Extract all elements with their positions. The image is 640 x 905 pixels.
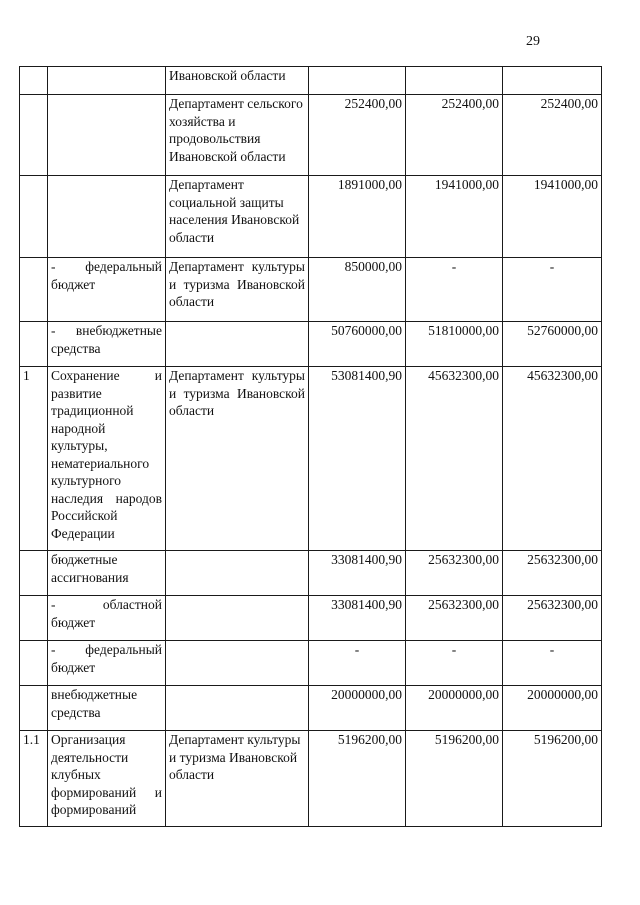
amount-2020: - (406, 258, 503, 322)
item-name (48, 176, 166, 258)
amount-2021: - (503, 258, 602, 322)
item-name (48, 95, 166, 176)
amount-2020: 45632300,00 (406, 367, 503, 551)
amount-2020: 252400,00 (406, 95, 503, 176)
table-row (20, 596, 602, 641)
table-row (20, 367, 602, 551)
amount-2020: 1941000,00 (406, 176, 503, 258)
item-name: Организация деятельности клубных формирований и формирований (48, 731, 166, 827)
item-name: - федеральный бюджет (48, 258, 166, 322)
executor (166, 322, 309, 367)
amount-2019: 252400,00 (309, 95, 406, 176)
amount-2020: 25632300,00 (406, 551, 503, 596)
amount-2019 (309, 67, 406, 95)
executor: Департамент сельского хозяйства и продовольствия Ивановской области (166, 95, 309, 176)
item-name: бюджетные ассигнования (48, 551, 166, 596)
row-number (20, 322, 48, 367)
amount-2021: 5196200,00 (503, 731, 602, 827)
table-row (20, 322, 602, 367)
table-row (20, 258, 602, 322)
item-name (48, 67, 166, 95)
table-row (20, 176, 602, 258)
table-row (20, 641, 602, 686)
row-number: 1.1 (20, 731, 48, 827)
amount-2019: 850000,00 (309, 258, 406, 322)
amount-2020: 51810000,00 (406, 322, 503, 367)
executor: Департамент культуры и туризма Ивановской области (166, 367, 309, 551)
row-number: 1 (20, 367, 48, 551)
row-number (20, 596, 48, 641)
amount-2019: 33081400,90 (309, 551, 406, 596)
amount-2019: - (309, 641, 406, 686)
table-row (20, 67, 602, 95)
item-name: Сохранение и развитие традиционной народной культуры, нематериального культурного наследия народов Российской Федерации (48, 367, 166, 551)
amount-2021: 45632300,00 (503, 367, 602, 551)
amount-2020: 20000000,00 (406, 686, 503, 731)
executor (166, 596, 309, 641)
amount-2021: 52760000,00 (503, 322, 602, 367)
row-number (20, 686, 48, 731)
executor: Департамент социальной защиты населения Ивановской области (166, 176, 309, 258)
row-number (20, 551, 48, 596)
executor (166, 551, 309, 596)
amount-2021: 1941000,00 (503, 176, 602, 258)
amount-2019: 53081400,90 (309, 367, 406, 551)
item-name: - областной бюджет (48, 596, 166, 641)
executor: Ивановской области (166, 67, 309, 95)
executor: Департамент культуры и туризма Ивановской области (166, 258, 309, 322)
executor: Департамент культуры и туризма Ивановской области (166, 731, 309, 827)
amount-2020: 25632300,00 (406, 596, 503, 641)
row-number (20, 176, 48, 258)
amount-2021: 20000000,00 (503, 686, 602, 731)
amount-2020: - (406, 641, 503, 686)
table-row (20, 731, 602, 827)
amount-2021: 252400,00 (503, 95, 602, 176)
item-name: - внебюджетные средства (48, 322, 166, 367)
executor (166, 686, 309, 731)
amount-2021: 25632300,00 (503, 551, 602, 596)
table-row (20, 551, 602, 596)
item-name: внебюджетные средства (48, 686, 166, 731)
amount-2021: 25632300,00 (503, 596, 602, 641)
amount-2019: 20000000,00 (309, 686, 406, 731)
budget-table (19, 66, 602, 827)
page-number: 29 (526, 34, 540, 49)
amount-2020: 5196200,00 (406, 731, 503, 827)
row-number (20, 95, 48, 176)
row-number (20, 258, 48, 322)
executor (166, 641, 309, 686)
amount-2019: 5196200,00 (309, 731, 406, 827)
table-row (20, 95, 602, 176)
amount-2019: 1891000,00 (309, 176, 406, 258)
row-number (20, 67, 48, 95)
amount-2021 (503, 67, 602, 95)
amount-2021: - (503, 641, 602, 686)
amount-2019: 33081400,90 (309, 596, 406, 641)
amount-2020 (406, 67, 503, 95)
amount-2019: 50760000,00 (309, 322, 406, 367)
item-name: - федеральный бюджет (48, 641, 166, 686)
table-row (20, 686, 602, 731)
row-number (20, 641, 48, 686)
